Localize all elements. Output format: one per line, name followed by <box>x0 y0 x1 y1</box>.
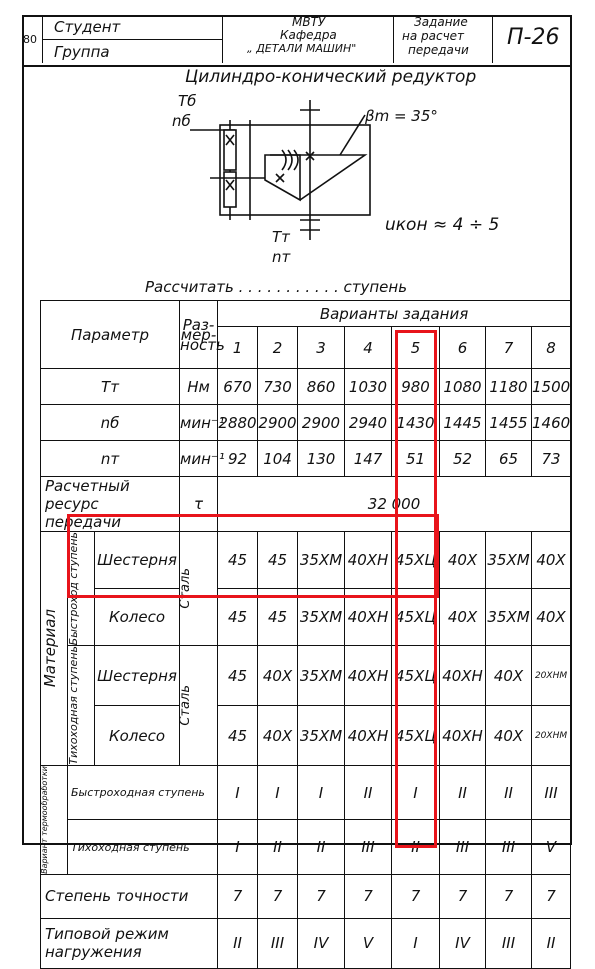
fast-stage-label: Быстроход ступень <box>68 532 95 646</box>
row-unit: τ <box>180 477 218 532</box>
cell: 40Х <box>258 646 298 706</box>
task-line2: на расчет <box>402 29 465 43</box>
cell: 7 <box>258 874 298 918</box>
variant-number: 5 <box>392 327 440 369</box>
cell: I <box>392 765 440 819</box>
cell: 35ХМ <box>298 646 345 706</box>
table-row <box>41 405 571 441</box>
variant-number: 7 <box>486 327 532 369</box>
diagram-title: Цилиндро-конический редуктор <box>185 67 477 87</box>
ratio-label: uкон ≈ 4 ÷ 5 <box>385 215 500 235</box>
cell: 2940 <box>345 405 392 441</box>
cell: IV <box>298 918 345 968</box>
cell: III <box>345 820 392 874</box>
cell: 104 <box>258 441 298 477</box>
cell: 1080 <box>440 369 486 405</box>
cell: 40Х <box>258 706 298 766</box>
cell: 980 <box>392 369 440 405</box>
cell: 65 <box>486 441 532 477</box>
cell: 7 <box>298 874 345 918</box>
table-row <box>41 706 571 766</box>
row-label: nб <box>41 405 180 441</box>
variants-header: Варианты задания <box>218 301 571 327</box>
row-label: Колесо <box>95 589 180 646</box>
torque-output-label: Tт <box>272 228 290 246</box>
cell: V <box>532 820 571 874</box>
document-code: П-26 <box>507 25 560 50</box>
cell: 130 <box>298 441 345 477</box>
cell: 51 <box>392 441 440 477</box>
row-label: Колесо <box>95 706 180 766</box>
header <box>22 15 572 67</box>
speed-output-label: nт <box>272 248 291 266</box>
calculate-line: Рассчитать . . . . . . . . . . . ступень <box>145 278 408 296</box>
cell: 1460 <box>532 405 571 441</box>
cell: 1455 <box>486 405 532 441</box>
row-unit: мин⁻¹ <box>180 405 218 441</box>
cell: 1500 <box>532 369 571 405</box>
cell: 20ХНМ <box>532 706 571 766</box>
cell: 35ХМ <box>298 589 345 646</box>
material-label: Материал <box>41 532 68 766</box>
cell: I <box>218 820 258 874</box>
cell: III <box>532 765 571 819</box>
cell: 45 <box>218 706 258 766</box>
cell: 1180 <box>486 369 532 405</box>
cell: III <box>486 918 532 968</box>
variant-number: 8 <box>532 327 571 369</box>
cell: 45 <box>218 532 258 589</box>
cell: 7 <box>486 874 532 918</box>
cell: 147 <box>345 441 392 477</box>
cell: 40Х <box>486 706 532 766</box>
cell: II <box>345 765 392 819</box>
cell: 35ХМ <box>298 532 345 589</box>
cell: II <box>486 765 532 819</box>
cell: 20ХНМ <box>532 646 571 706</box>
fast-stage-highlight <box>67 514 439 598</box>
resource-value: 32 000 <box>218 477 571 532</box>
row-label: Тихоходная ступень <box>68 820 218 874</box>
torque-input-label: Tб <box>178 92 197 110</box>
row-label: Типовой режим нагружения <box>41 918 218 968</box>
group-label: Группа <box>54 43 110 61</box>
cell: 40ХН <box>345 646 392 706</box>
variant-number: 4 <box>345 327 392 369</box>
speed-input-label: nб <box>172 112 191 130</box>
table-row <box>41 820 571 874</box>
heat-treatment-label: Вариант термообработки <box>41 765 68 874</box>
cell: II <box>258 820 298 874</box>
cell: 45ХЦ <box>392 532 440 589</box>
cell: 45 <box>258 589 298 646</box>
cell: 45ХЦ <box>392 589 440 646</box>
task-line3: передачи <box>408 43 469 57</box>
variant-number: 1 <box>218 327 258 369</box>
variant-number: 2 <box>258 327 298 369</box>
row-label: Расчетный ресурс передачи <box>41 477 180 532</box>
cell: 7 <box>392 874 440 918</box>
student-label: Студент <box>54 18 121 36</box>
cell: 92 <box>218 441 258 477</box>
variant-number: 3 <box>298 327 345 369</box>
variant-number: 6 <box>440 327 486 369</box>
cell: 45 <box>218 589 258 646</box>
cell: 1430 <box>392 405 440 441</box>
cell: 860 <box>298 369 345 405</box>
cell: 7 <box>218 874 258 918</box>
department-line2: „ ДЕТАЛИ МАШИН" <box>247 42 357 55</box>
cell: I <box>392 918 440 968</box>
cell: 35ХМ <box>298 706 345 766</box>
helix-angle-label: βm = 35° <box>365 107 438 125</box>
cell: 730 <box>258 369 298 405</box>
variants-table <box>40 300 571 969</box>
cell: 7 <box>345 874 392 918</box>
table-row <box>41 369 571 405</box>
cell: II <box>532 918 571 968</box>
row-unit: Нм <box>180 369 218 405</box>
param-header: Параметр <box>41 301 180 369</box>
cell: II <box>218 918 258 968</box>
cell: 1445 <box>440 405 486 441</box>
cell: 40ХН <box>345 532 392 589</box>
gearbox-kinematic-diagram <box>190 100 390 260</box>
cell: 52 <box>440 441 486 477</box>
cell: 45 <box>258 532 298 589</box>
cell: 2900 <box>258 405 298 441</box>
cell: III <box>486 820 532 874</box>
cell: I <box>298 765 345 819</box>
row-label: Степень точности <box>41 874 218 918</box>
cell: 35ХМ <box>486 589 532 646</box>
institution: МВТУ <box>292 15 326 29</box>
table-row <box>41 874 571 918</box>
cell: 45 <box>218 646 258 706</box>
cell: 45ХЦ <box>392 646 440 706</box>
cell: 7 <box>532 874 571 918</box>
cell: 40Х <box>440 532 486 589</box>
steel-label: Сталь <box>180 646 218 766</box>
cell: 40ХН <box>345 589 392 646</box>
table-row <box>41 646 571 706</box>
table-row <box>41 441 571 477</box>
cell: 40ХН <box>440 706 486 766</box>
table-row <box>41 918 571 968</box>
cell: 40Х <box>532 532 571 589</box>
cell: 7 <box>440 874 486 918</box>
cell: 2880 <box>218 405 258 441</box>
cell: I <box>258 765 298 819</box>
cell: 40Х <box>532 589 571 646</box>
cell: III <box>258 918 298 968</box>
row-unit: мин⁻¹ <box>180 441 218 477</box>
cell: V <box>345 918 392 968</box>
row-label: Шестерня <box>95 646 180 706</box>
cell: 35ХМ <box>486 532 532 589</box>
cell: 40Х <box>486 646 532 706</box>
cell: II <box>440 765 486 819</box>
page-number: 80 <box>23 33 37 46</box>
cell: IV <box>440 918 486 968</box>
cell: 40ХН <box>345 706 392 766</box>
cell: III <box>440 820 486 874</box>
cell: 1030 <box>345 369 392 405</box>
department-line1: Кафедра <box>280 28 337 42</box>
cell: 2900 <box>298 405 345 441</box>
table-row <box>41 765 571 819</box>
cell: 73 <box>532 441 571 477</box>
row-label: Быстроходная ступень <box>68 765 218 819</box>
row-label: Tт <box>41 369 180 405</box>
cell: II <box>298 820 345 874</box>
unit-header: Раз-мер-ность <box>180 301 218 369</box>
cell: 40ХН <box>440 646 486 706</box>
row-label: nт <box>41 441 180 477</box>
cell: 670 <box>218 369 258 405</box>
cell: II <box>392 820 440 874</box>
slow-stage-label: Тихоходная ступень <box>68 646 95 766</box>
cell: I <box>218 765 258 819</box>
row-label: Шестерня <box>95 532 180 589</box>
task-line1: Задание <box>414 15 468 29</box>
cell: 40Х <box>440 589 486 646</box>
cell: 45ХЦ <box>392 706 440 766</box>
steel-label: Сталь <box>180 532 218 646</box>
